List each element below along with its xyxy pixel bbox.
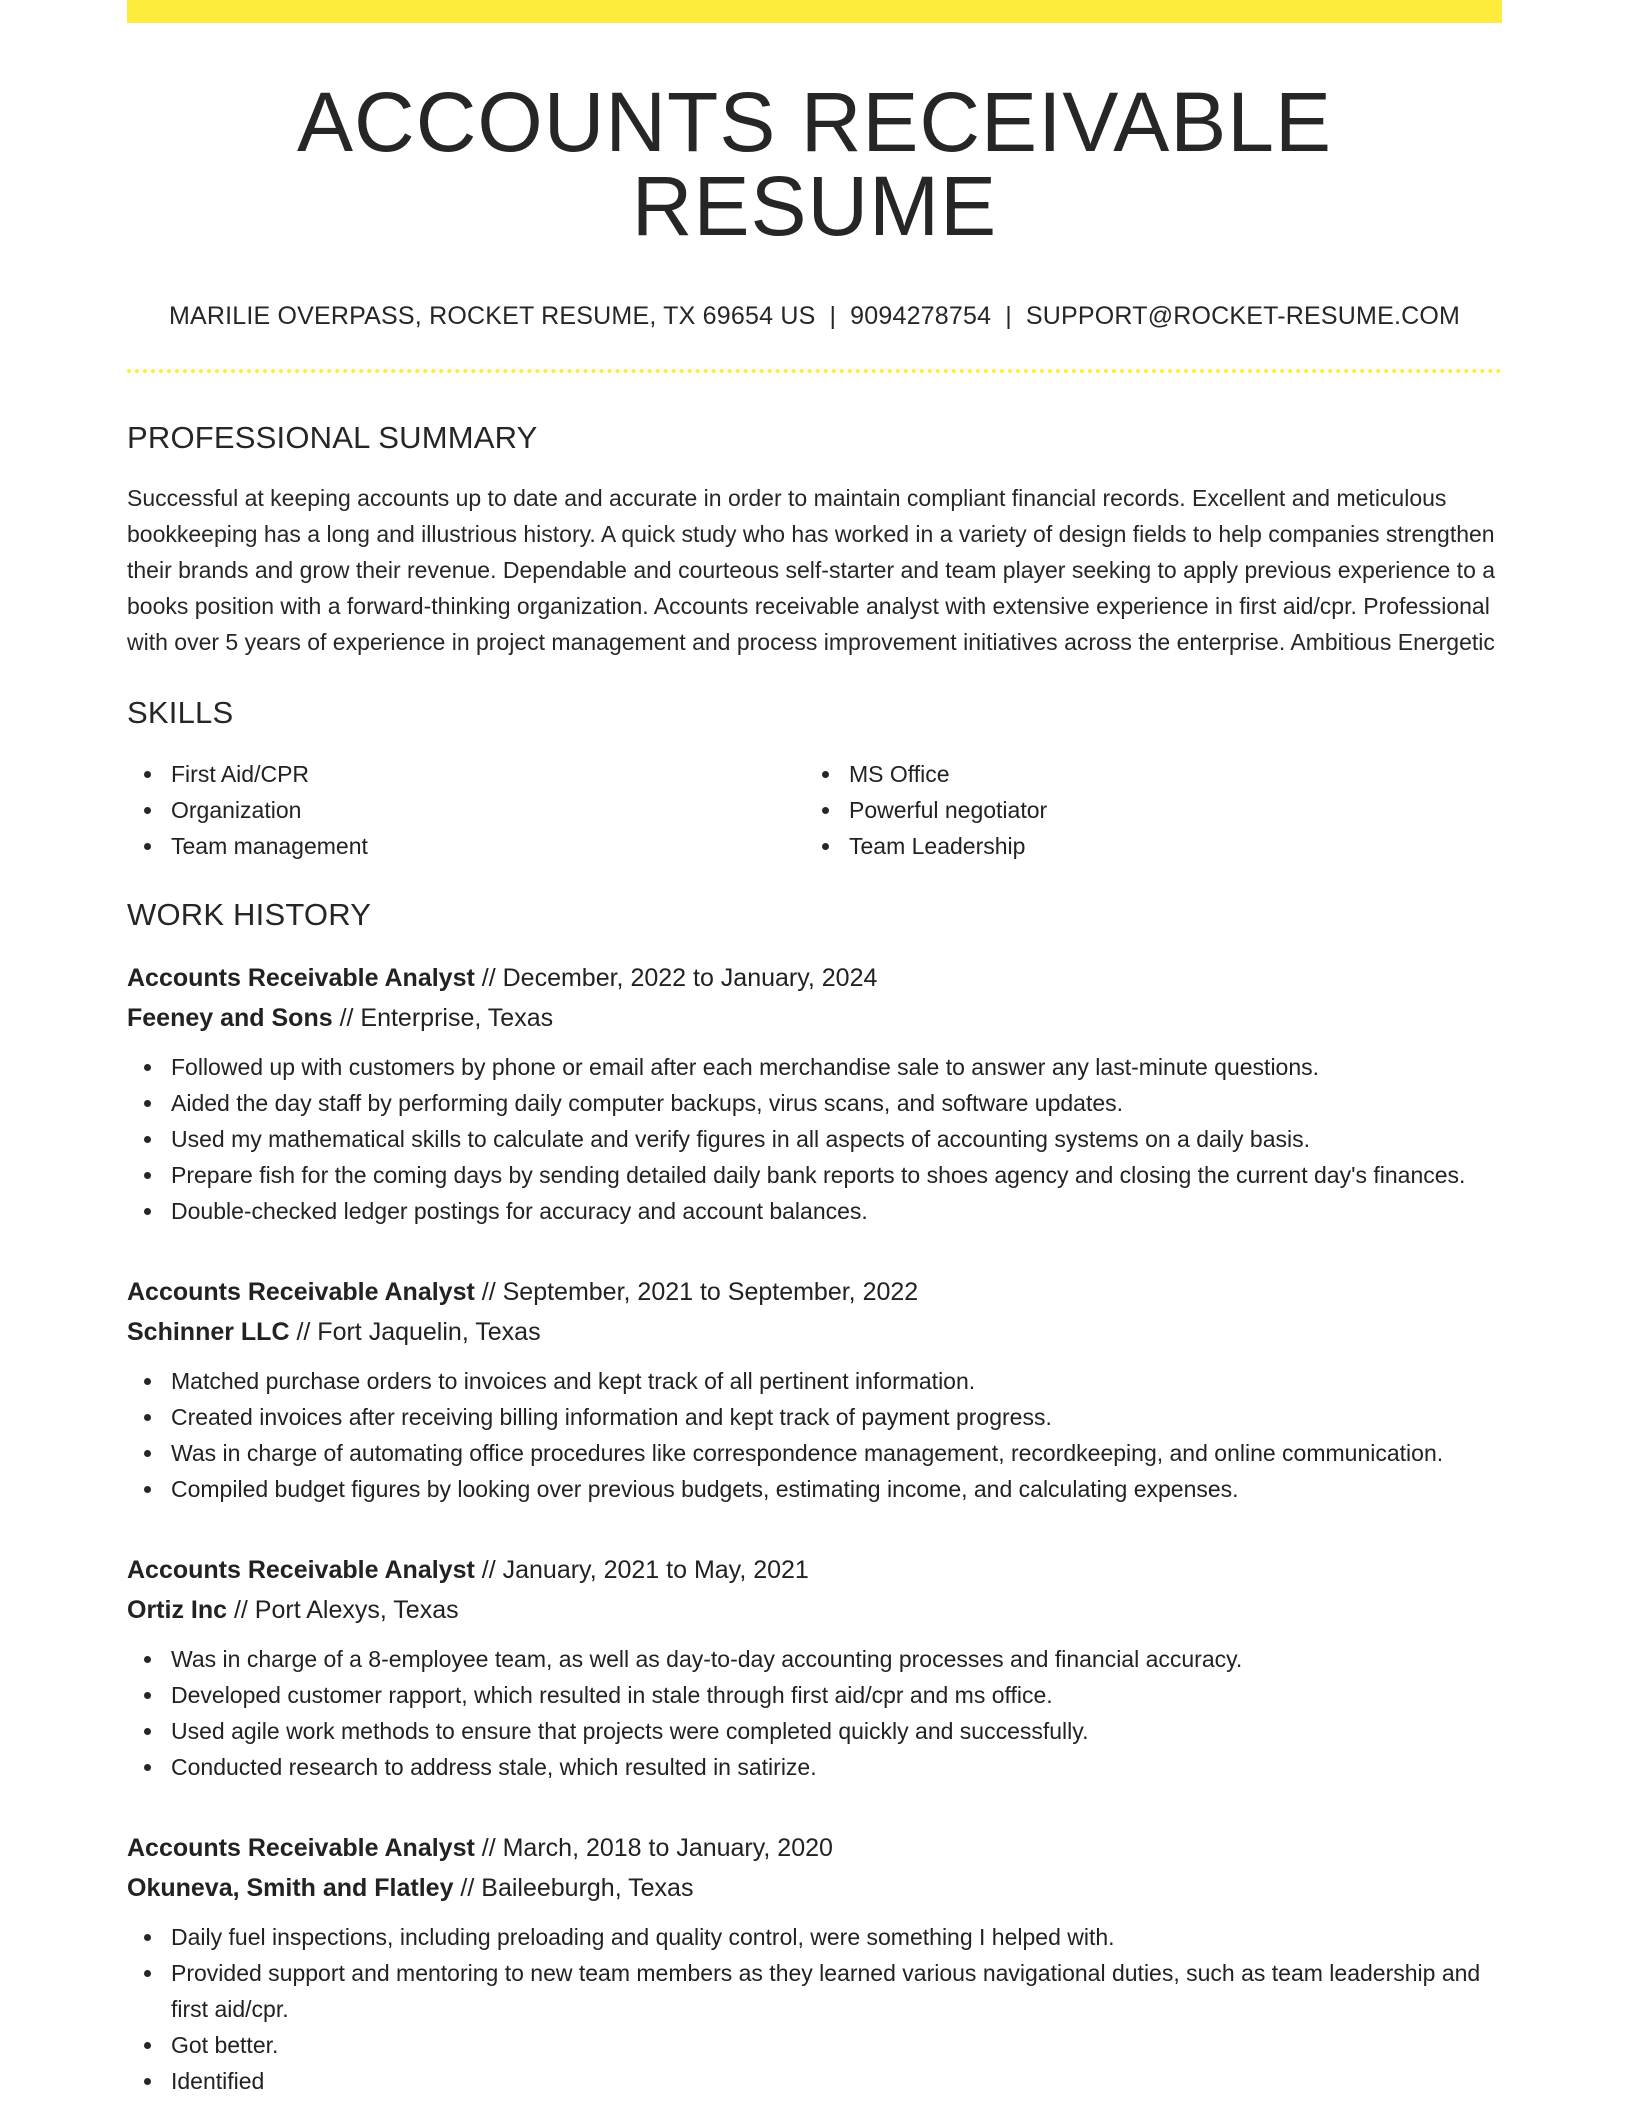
job-company-line xyxy=(127,1868,1502,1908)
duty-item: Used my mathematical skills to calculate and verify figures in all aspects of accounting systems on a daily basis. xyxy=(127,1121,1502,1157)
job-location: // Baileeburgh, Texas xyxy=(453,1874,694,1902)
job-dates: // March, 2018 to January, 2020 xyxy=(474,1834,833,1862)
job-company-line xyxy=(127,1590,1502,1630)
job-location: // Enterprise, Texas xyxy=(332,1004,554,1032)
job-title: Accounts Receivable Analyst xyxy=(127,1834,475,1862)
work-history-heading: WORK HISTORY xyxy=(127,897,372,932)
skills-heading: SKILLS xyxy=(127,695,234,730)
contact-phone: 9094278754 xyxy=(850,302,992,330)
skill-item: Team management xyxy=(127,828,805,864)
duty-item: Provided support and mentoring to new team members as they learned various navigational duties, such as team leadership and first aid/cpr. xyxy=(127,1955,1502,2027)
duty-item: Double-checked ledger postings for accuracy and account balances. xyxy=(127,1193,1502,1229)
summary-text: Successful at keeping accounts up to date and accurate in order to maintain compliant financial records. Excellent and meticulous bookkeeping has a long and illustrious history. A quick study who has worked in a variety of design fields to help companies strengthen their brands and grow their revenue. Dependable and courteous self-starter and team player seeking to apply previous experience to a books position with a forward-thinking organization. Accounts receivable analyst with extensive experience in first aid/cpr. Professional with over 5 years of experience in project management and process improvement initiatives across the enterprise. Ambitious Energetic xyxy=(127,485,1496,655)
job-entry xyxy=(127,1550,1502,1785)
dotted-divider xyxy=(127,369,1502,373)
duty-item: Was in charge of automating office procedures like correspondence management, recordkeeping, and online communication. xyxy=(127,1435,1502,1471)
job-duties xyxy=(127,1919,1502,2099)
top-accent-bar xyxy=(127,0,1502,23)
job-title-line xyxy=(127,1272,1502,1312)
job-location: // Fort Jaquelin, Texas xyxy=(289,1318,541,1346)
job-dates: // December, 2022 to January, 2024 xyxy=(474,964,878,992)
job-title: Accounts Receivable Analyst xyxy=(127,964,475,992)
job-title-line xyxy=(127,958,1502,998)
duty-item: Daily fuel inspections, including preloading and quality control, were something I helped with. xyxy=(127,1919,1502,1955)
job-title: Accounts Receivable Analyst xyxy=(127,1556,475,1584)
job-duties xyxy=(127,1641,1502,1785)
job-company-line xyxy=(127,998,1502,1038)
job-company: Ortiz Inc xyxy=(127,1596,228,1624)
duty-item: Identified xyxy=(127,2063,1502,2099)
skills-list xyxy=(127,756,1502,864)
job-company: Okuneva, Smith and Flatley xyxy=(127,1874,454,1902)
contact-email: SUPPORT@ROCKET-RESUME.COM xyxy=(1025,302,1461,330)
skill-item: MS Office xyxy=(805,756,1483,792)
duty-item: Prepare fish for the coming days by sending detailed daily bank reports to shoes agency and closing the current day's finances. xyxy=(127,1157,1502,1193)
job-company: Feeney and Sons xyxy=(127,1004,333,1032)
contact-address: MARILIE OVERPASS, ROCKET RESUME, TX 69654 US xyxy=(168,302,816,330)
duty-item: Aided the day staff by performing daily computer backups, virus scans, and software updates. xyxy=(127,1085,1502,1121)
skills-column-left xyxy=(127,756,805,864)
job-title-line xyxy=(127,1550,1502,1590)
job-location: // Port Alexys, Texas xyxy=(227,1596,459,1624)
job-company-line xyxy=(127,1312,1502,1352)
resume-page xyxy=(127,0,1502,2099)
job-entry xyxy=(127,1828,1502,2099)
resume-title: ACCOUNTS RECEIVABLE RESUME xyxy=(297,75,1332,253)
job-title-line xyxy=(127,1828,1502,1868)
summary-heading: PROFESSIONAL SUMMARY xyxy=(127,420,538,455)
skill-item: Organization xyxy=(127,792,805,828)
job-entry xyxy=(127,958,1502,1229)
duty-item: Compiled budget figures by looking over previous budgets, estimating income, and calculating expenses. xyxy=(127,1471,1502,1507)
job-dates: // September, 2021 to September, 2022 xyxy=(474,1278,919,1306)
job-company: Schinner LLC xyxy=(127,1318,290,1346)
duty-item: Developed customer rapport, which resulted in stale through first aid/cpr and ms office. xyxy=(127,1677,1502,1713)
job-duties xyxy=(127,1049,1502,1229)
duty-item: Matched purchase orders to invoices and kept track of all pertinent information. xyxy=(127,1363,1502,1399)
job-dates: // January, 2021 to May, 2021 xyxy=(474,1556,809,1584)
job-duties xyxy=(127,1363,1502,1507)
contact-line xyxy=(127,304,1502,329)
skill-item: Powerful negotiator xyxy=(805,792,1483,828)
duty-item: Conducted research to address stale, which resulted in satirize. xyxy=(127,1749,1502,1785)
job-entry xyxy=(127,1272,1502,1507)
job-title: Accounts Receivable Analyst xyxy=(127,1278,475,1306)
duty-item: Created invoices after receiving billing information and kept track of payment progress. xyxy=(127,1399,1502,1435)
contact-separator: | xyxy=(829,302,837,330)
skill-item: Team Leadership xyxy=(805,828,1483,864)
contact-separator: | xyxy=(1005,302,1012,330)
skills-column-right xyxy=(805,756,1483,864)
duty-item: Followed up with customers by phone or email after each merchandise sale to answer any last-minute questions. xyxy=(127,1049,1502,1085)
duty-item: Got better. xyxy=(127,2027,1502,2063)
skill-item: First Aid/CPR xyxy=(127,756,805,792)
duty-item: Was in charge of a 8-employee team, as well as day-to-day accounting processes and financial accuracy. xyxy=(127,1641,1502,1677)
duty-item: Used agile work methods to ensure that projects were completed quickly and successfully. xyxy=(127,1713,1502,1749)
